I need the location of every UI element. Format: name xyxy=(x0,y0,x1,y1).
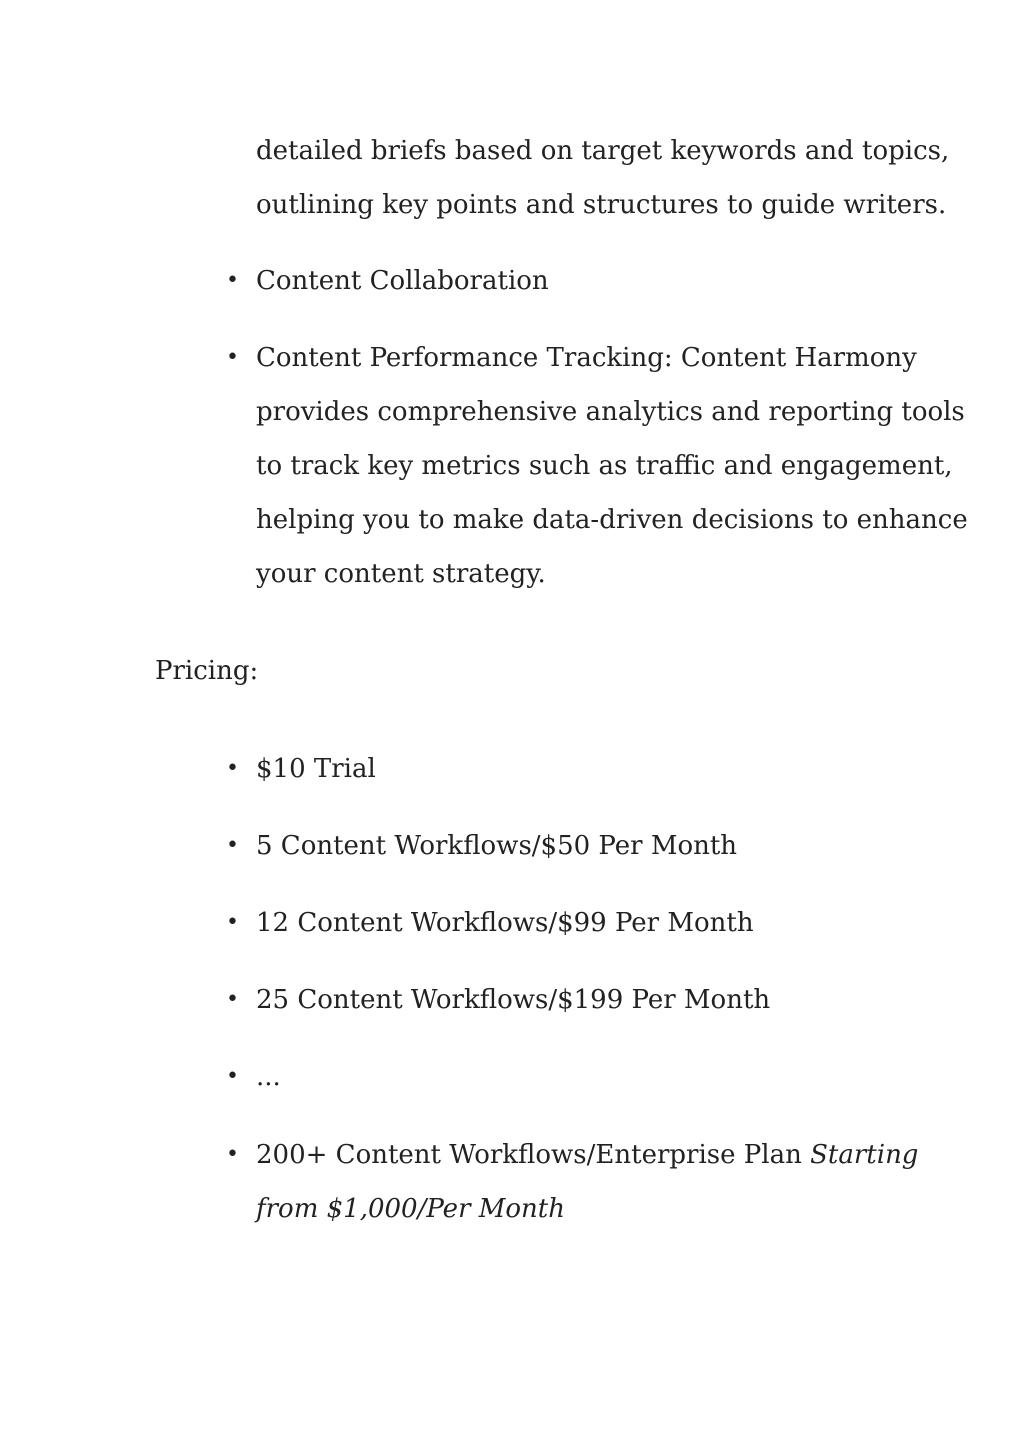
bullet-icon: • xyxy=(226,1064,239,1089)
bullet-icon: • xyxy=(226,345,239,370)
bullet-icon: • xyxy=(226,268,239,293)
list-item-performance-tracking xyxy=(226,331,968,601)
pricing-item xyxy=(226,973,896,1027)
paragraph-line: detailed briefs based on target keywords and topics, xyxy=(256,136,950,166)
bullet-icon: • xyxy=(226,910,239,935)
pricing-heading: Pricing: xyxy=(155,656,259,686)
paragraph-line: outlining key points and structures to guide writers. xyxy=(256,190,947,220)
enterprise-plan-label: 200+ Content Workflows/Enterprise Plan xyxy=(256,1140,811,1170)
pricing-item-text: 12 Content Workflows/$99 Per Month xyxy=(256,908,754,938)
enterprise-line-2 xyxy=(256,1182,896,1236)
list-item-text: Content Performance Tracking: Content Harmony xyxy=(256,343,917,373)
pricing-item-enterprise xyxy=(226,1128,919,1236)
enterprise-line-1 xyxy=(256,1128,919,1182)
list-item-content-collaboration xyxy=(226,254,896,308)
bullet-icon: • xyxy=(226,833,239,858)
pricing-item-text: 5 Content Workflows/$50 Per Month xyxy=(256,831,738,861)
bullet-icon: • xyxy=(226,756,239,781)
pricing-item-ellipsis xyxy=(226,1050,896,1104)
pricing-item-text: $10 Trial xyxy=(256,754,376,784)
pricing-item xyxy=(226,819,896,873)
enterprise-price-amount: from $1,000/Per Month xyxy=(256,1194,565,1224)
list-item-text: to track key metrics such as traffic and engagement, xyxy=(256,451,953,481)
pricing-item-text: 25 Content Workflows/$199 Per Month xyxy=(256,985,771,1015)
bullet-icon: • xyxy=(226,1142,239,1167)
list-item-text: Content Collaboration xyxy=(256,266,549,296)
bullet-icon: • xyxy=(226,987,239,1012)
pricing-item xyxy=(226,896,896,950)
list-item-text: provides comprehensive analytics and reporting tools xyxy=(256,397,965,427)
pricing-item-text: ... xyxy=(256,1062,281,1092)
list-item-text: helping you to make data-driven decisions to enhance xyxy=(256,505,968,535)
list-item-text: your content strategy. xyxy=(256,559,546,589)
enterprise-price-start: Starting xyxy=(810,1140,919,1170)
pricing-item xyxy=(226,742,896,796)
continued-paragraph xyxy=(256,124,950,232)
